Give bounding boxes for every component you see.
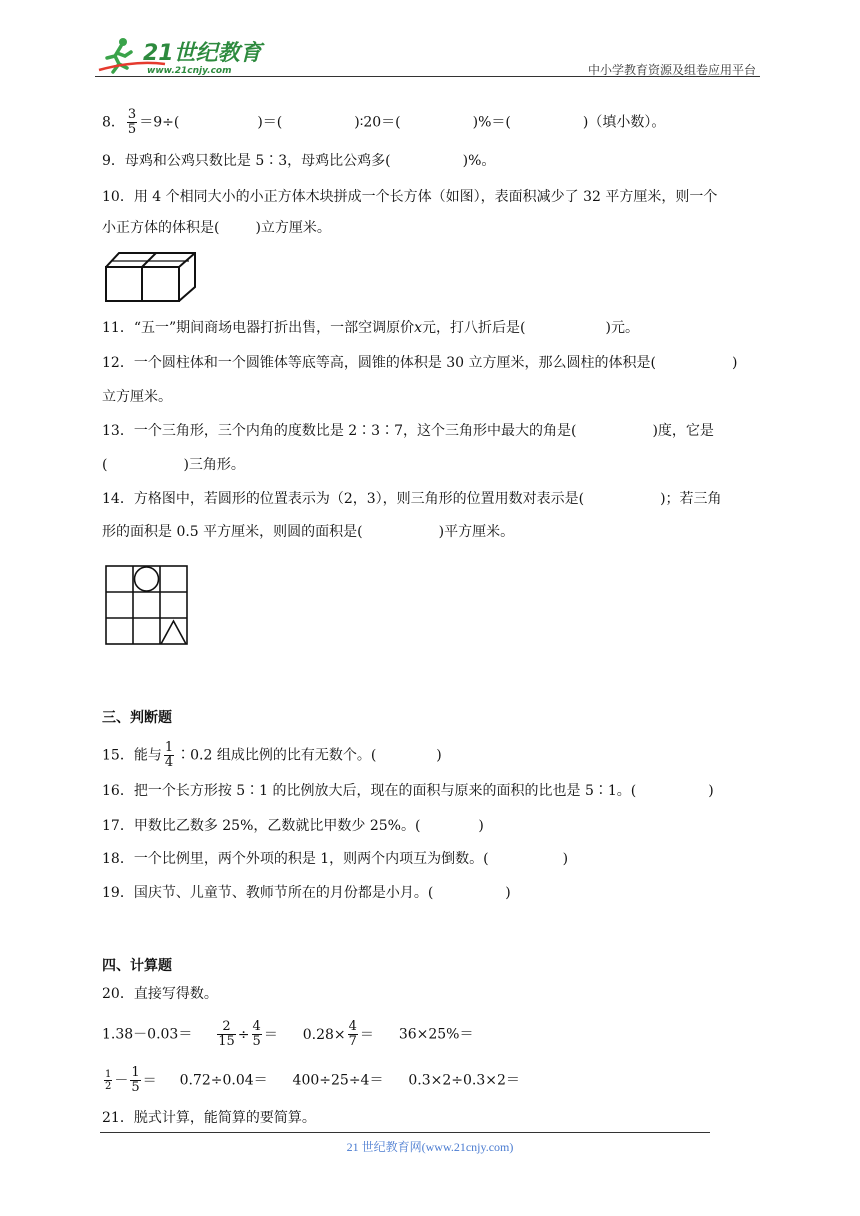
question-18: 18．一个比例里，两个外项的积是 1，则两个内项互为倒数。( ) — [102, 851, 569, 867]
question-19: 19．国庆节、儿童节、教师节所在的月份都是小月。( ) — [102, 885, 511, 901]
calc-2-2: 0.72÷0.04＝ — [179, 1072, 268, 1089]
svg-text:21世纪教育: 21世纪教育 — [143, 41, 262, 66]
question-20: 20．直接写得数。 — [102, 986, 218, 1002]
triangle-shape — [161, 621, 186, 644]
question-14-line2: 形的面积是 0.5 平方厘米，则圆的面积是( )平方厘米。 — [102, 524, 515, 540]
question-17: 17．甲数比乙数多 25%，乙数就比甲数少 25%。( ) — [102, 818, 484, 834]
footer-link[interactable]: 21 世纪教育网(www.21cnjy.com) — [346, 1140, 514, 1154]
question-10-line2: 小正方体的体积是( )立方厘米。 — [102, 220, 331, 236]
section-3-title: 三、判断题 — [102, 710, 172, 726]
question-10-line1: 10．用 4 个相同大小的小正方体木块拼成一个长方体（如图），表面积减少了 32 平方厘米，则一个 — [102, 189, 718, 205]
calc-2-1: $\frac{1}{2}$ － $\frac{1}{5}$ ＝ — [105, 1065, 157, 1095]
calc-2-3: 400÷25÷4＝ — [292, 1072, 384, 1089]
question-16: 16．把一个长方形按 5∶1 的比例放大后，现在的面积与原来的面积的比也是 5∶1。( ) — [102, 783, 714, 799]
footer-divider — [100, 1132, 710, 1133]
site-logo — [95, 34, 265, 76]
circle-shape — [135, 567, 159, 591]
svg-text:www.21cnjy.com: www.21cnjy.com — [147, 66, 232, 76]
running-man-icon — [95, 34, 265, 76]
calc-row-2 — [102, 1066, 520, 1095]
fraction-3-5: $\frac{3}{5}$ — [127, 107, 137, 137]
fraction-1-4: $\frac{1}{4}$ — [164, 740, 174, 770]
calc-1-2: $\frac{2}{15}$ ÷ $\frac{4}{5}$ ＝ — [218, 1019, 278, 1049]
platform-label: 中小学教育资源及组卷应用平台 — [587, 63, 756, 77]
question-21: 21．脱式计算，能简算的要简算。 — [102, 1110, 316, 1126]
question-15: 15．能与 $\frac{1}{4}$ ∶0.2 组成比例的比有无数个。( ) — [102, 740, 442, 770]
question-13-line2: ( )三角形。 — [102, 457, 245, 473]
question-12-line1: 12．一个圆柱体和一个圆锥体等底等高，圆锥的体积是 30 立方厘米，那么圆柱的体积是( ) — [102, 355, 738, 371]
header-divider — [95, 76, 760, 77]
cuboid-figure — [104, 250, 200, 308]
calc-row-1 — [102, 1020, 473, 1049]
question-11: 11．“五一”期间商场电器打折出售，一部空调原价x元，打八折后是( )元。 — [102, 320, 639, 336]
question-14-line1: 14．方格图中，若圆形的位置表示为（2，3），则三角形的位置用数对表示是( )；若三角 — [102, 491, 722, 507]
question-8: 8． $\frac{3}{5}$ ＝9÷( )＝( )∶20＝( )%＝( )（填小数）。 — [102, 107, 666, 137]
calc-1-4: 36×25%＝ — [398, 1026, 474, 1043]
question-9: 9．母鸡和公鸡只数比是 5∶3，母鸡比公鸡多( )%。 — [102, 153, 496, 169]
grid-figure — [105, 565, 189, 651]
question-13-line1: 13．一个三角形，三个内角的度数比是 2∶3∶7，这个三角形中最大的角是( )度，它是 — [102, 423, 714, 439]
calc-2-4: 0.3×2÷0.3×2＝ — [408, 1072, 520, 1089]
calc-1-3: 0.28× $\frac{4}{7}$ ＝ — [302, 1019, 374, 1049]
section-4-title: 四、计算题 — [102, 958, 172, 974]
question-12-line2: 立方厘米。 — [102, 389, 172, 405]
calc-1-1: 1.38－0.03＝ — [102, 1026, 193, 1043]
